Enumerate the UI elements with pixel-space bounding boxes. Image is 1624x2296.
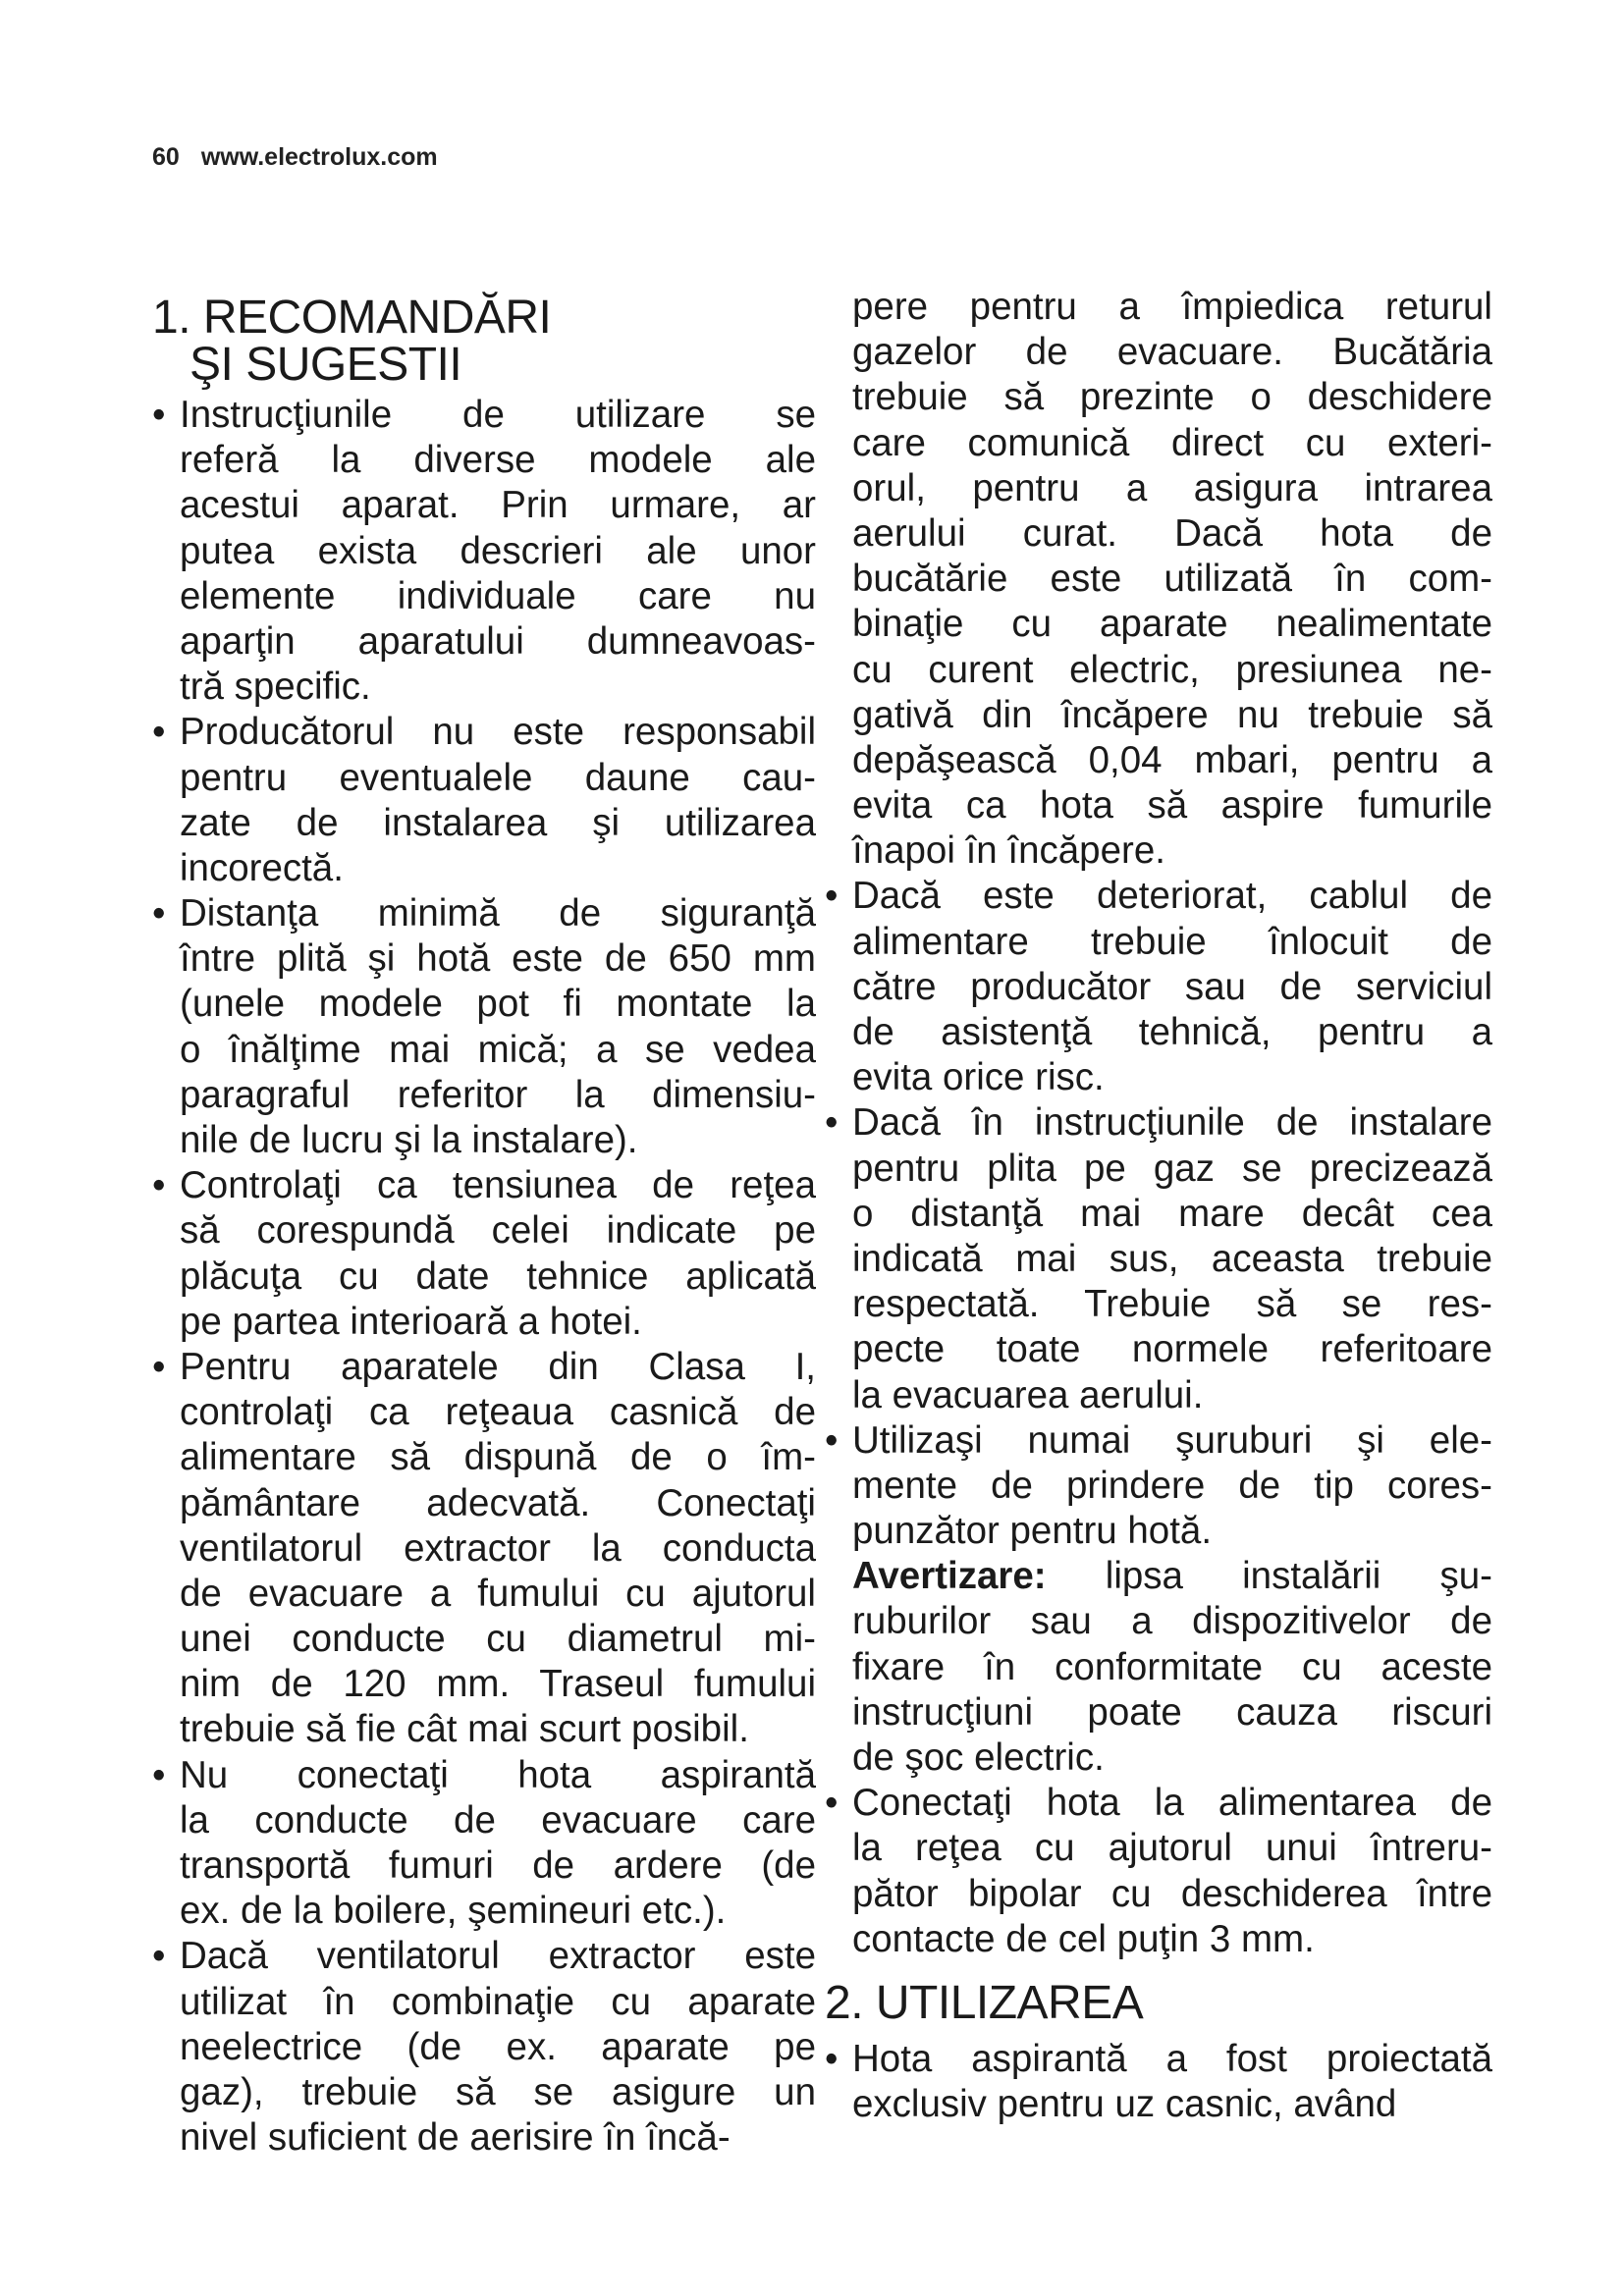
bullet-text: Conectaţi hota la alimentarea de [852, 1782, 1492, 1825]
bullet-text: Hota aspirantă a fost proiectată [852, 2037, 1492, 2080]
bullet-line: pe partea interioară a hotei. [180, 1300, 642, 1343]
bullet-line: (unele modele pot fi montate la [180, 983, 816, 1026]
bullet-line: transportă fumuri de ardere (de [180, 1844, 816, 1887]
bullet-line: plăcuţa cu date tehnice aplicată [180, 1255, 816, 1298]
bullet-item [152, 710, 816, 891]
bullet-point-icon: • [152, 1345, 166, 1388]
warning-text: lipsa instalării şu- [1105, 1555, 1492, 1598]
bullet-line: pentru plita pe gaz se precizează [852, 1147, 1492, 1190]
bullet-item [152, 1753, 816, 1935]
bullet-point-icon: • [152, 892, 166, 935]
bullet-first-line [152, 393, 816, 438]
bullet-line: neelectrice (de ex. aparate pe [180, 2025, 816, 2068]
bullet-item [152, 393, 816, 710]
text-line: bucătărie este utilizată în com- [852, 558, 1492, 601]
bullet-text: Instrucţiunile de utilizare se [180, 394, 816, 436]
bullet-text: Pentru aparatele din Clasa I, [180, 1345, 816, 1388]
bullet-line: pământare adecvată. Conectaţi [180, 1481, 816, 1524]
bullet-line: alimentare trebuie înlocuit de [852, 920, 1492, 963]
bullet-first-line [152, 1753, 816, 1798]
bullet-line: între plită şi hotă este de 650 mm [180, 937, 816, 981]
right-column [825, 285, 1492, 2127]
bullet-text: Nu conectaţi hota aspirantă [180, 1753, 816, 1796]
bullet-line: de evacuare a fumului cu ajutorul [180, 1572, 816, 1615]
bullet-line: nivel suficient de aerisire în încă- [180, 2116, 731, 2160]
bullet-text: Dacă în instrucţiunile de instalare [852, 1101, 1492, 1145]
bullet-line: respectată. Trebuie să se res- [852, 1283, 1492, 1326]
bullet-text: Distanţa minimă de siguranţă [180, 892, 816, 935]
bullet-point-icon: • [825, 1418, 839, 1462]
bullet-line: o înălţime mai mică; a se vedea [180, 1028, 816, 1071]
bullet-first-line [825, 874, 1492, 919]
bullet-first-line [152, 1345, 816, 1390]
bullet-line: ex. de la boilere, şemineuri etc.). [180, 1890, 727, 1933]
bullet-line: referă la diverse modele ale [180, 439, 816, 482]
bullet-line: acestui aparat. Prin urmare, ar [180, 484, 816, 527]
text-line: gazelor de evacuare. Bucătăria [852, 331, 1492, 374]
bullet-first-line [825, 1100, 1492, 1146]
bullet-line: aparţin aparatului dumneavoas- [180, 619, 816, 663]
bullet-item [152, 1163, 816, 1345]
bullet-text: Producătorul nu este responsabil [180, 711, 816, 754]
bullet-line: nile de lucru şi la instalare). [180, 1119, 638, 1161]
bullet-first-line [825, 2037, 1492, 2082]
text-line: înapoi în încăpere. [852, 829, 1165, 873]
bullet-line: mente de prindere de tip cores- [852, 1464, 1492, 1507]
bullet-line: incorectă. [180, 846, 344, 889]
warning-first-line [825, 1554, 1492, 1599]
bullet-item [825, 1100, 1492, 1417]
bullet-line: alimentare să dispună de o îm- [180, 1436, 816, 1479]
bullet-first-line [152, 1934, 816, 1979]
bullet-point-icon: • [152, 1164, 166, 1207]
text-line: evita ca hota să aspire fumurile [852, 784, 1492, 828]
bullet-line: evita orice risc. [852, 1056, 1105, 1099]
bullet-line: ventilatorul extractor la conducta [180, 1526, 816, 1570]
bullet-item [825, 2037, 1492, 2127]
warning-paragraph [825, 1554, 1492, 1781]
bullet-line: să corespundă celei indicate pe [180, 1209, 816, 1253]
bullet-point-icon: • [152, 1935, 166, 1978]
bullet-line: la evacuarea aerului. [852, 1373, 1204, 1416]
page-number: 60 [152, 143, 180, 171]
website-url: www.electrolux.com [200, 143, 438, 171]
bullet-line: putea exista descrieri ale unor [180, 529, 816, 572]
text-line: orul, pentru a asigura intrarea [852, 466, 1492, 509]
bullet-line: gaz), trebuie să se asigure un [180, 2070, 816, 2113]
text-line: de şoc electric. [852, 1736, 1105, 1779]
bullet-first-line [152, 1163, 816, 1208]
bullet-item [152, 1345, 816, 1753]
section-title-line2: ŞI SUGESTII [189, 339, 462, 391]
bullet-text: Dacă ventilatorul extractor este [180, 1935, 816, 1978]
bullet-point-icon: • [152, 711, 166, 754]
bullet-line: punzător pentru hotă. [852, 1510, 1213, 1553]
warning-label: Avertizare: [852, 1555, 1047, 1598]
bullet-line: pentru eventualele daune cau- [180, 756, 816, 799]
bullet-line: paragraful referitor la dimensiu- [180, 1073, 816, 1116]
bullet-point-icon: • [825, 875, 839, 918]
bullet-text: Dacă este deteriorat, cablul de [852, 875, 1492, 918]
text-line: aerului curat. Dacă hota de [852, 511, 1492, 555]
bullet-line: la reţea cu ajutorul unui întreru- [852, 1827, 1492, 1870]
text-line: pere pentru a împiedica returul [852, 286, 1492, 328]
text-line: care comunică direct cu exteri- [852, 421, 1492, 464]
text-line: binaţie cu aparate nealimentate [852, 603, 1492, 646]
section-title: 2. UTILIZAREA [825, 1976, 1144, 2029]
text-line: depăşească 0,04 mbari, pentru a [852, 738, 1492, 781]
bullet-text: Controlaţi ca tensiunea de reţea [180, 1164, 816, 1207]
text-line: cu curent electric, presiunea ne- [852, 648, 1492, 691]
bullet-line: pător bipolar cu deschiderea între [852, 1872, 1492, 1915]
text-line: fixare în conformitate cu aceste [852, 1645, 1492, 1688]
bullet-line: contacte de cel puţin 3 mm. [852, 1917, 1315, 1960]
bullet-line: controlaţi ca reţeaua casnică de [180, 1391, 816, 1434]
bullet-line: tră specific. [180, 666, 371, 709]
bullet-line: de asistenţă tehnică, pentru a [852, 1011, 1492, 1053]
bullet-point-icon: • [825, 1782, 839, 1825]
bullet-line: către producător sau de serviciul [852, 965, 1492, 1008]
bullet-point-icon: • [825, 1101, 839, 1145]
bullet-line: exclusiv pentru uz casnic, având [852, 2083, 1397, 2126]
section-heading [152, 294, 816, 389]
bullet-item [152, 891, 816, 1163]
text-line: instrucţiuni poate cauza riscuri [852, 1690, 1492, 1734]
bullet-line: trebuie să fie cât mai scurt posibil. [180, 1708, 749, 1751]
bullet-point-icon: • [152, 1753, 166, 1796]
bullet-point-icon: • [152, 394, 166, 436]
bullet-point-icon: • [825, 2037, 839, 2080]
bullet-text: Utilizaşi numai şuruburi şi ele- [852, 1418, 1492, 1462]
bullet-line: utilizat în combinaţie cu aparate [180, 1980, 816, 2023]
section-title: 1. RECOMANDĂRI [152, 292, 552, 344]
bullet-line: la conducte de evacuare care [180, 1798, 816, 1842]
bullet-item [825, 1781, 1492, 1962]
bullet-line: elemente individuale care nu [180, 574, 816, 617]
bullet-item [152, 1934, 816, 2161]
bullet-first-line [152, 710, 816, 755]
bullet-first-line [825, 1418, 1492, 1464]
bullet-line: nim de 120 mm. Traseul fumului [180, 1663, 816, 1706]
bullet-item [825, 874, 1492, 1100]
text-line: gativă din încăpere nu trebuie să [852, 693, 1492, 736]
bullet-item [825, 1418, 1492, 1555]
bullet-line: zate de instalarea şi utilizarea [180, 801, 816, 844]
text-line: ruburilor sau a dispozitivelor de [852, 1600, 1492, 1643]
bullet-line: pecte toate normele referitoare [852, 1328, 1492, 1371]
bullet-first-line [825, 1781, 1492, 1826]
left-column [152, 285, 816, 2161]
continuation-paragraph [825, 285, 1492, 874]
bullet-first-line [152, 891, 816, 936]
bullet-line: unei conducte cu diametrul mi- [180, 1618, 816, 1661]
page-header [152, 143, 438, 172]
text-line: trebuie să prezinte o deschidere [852, 376, 1492, 419]
bullet-line: o distanţă mai mare decât cea [852, 1192, 1492, 1235]
bullet-line: indicată mai sus, aceasta trebuie [852, 1237, 1492, 1280]
